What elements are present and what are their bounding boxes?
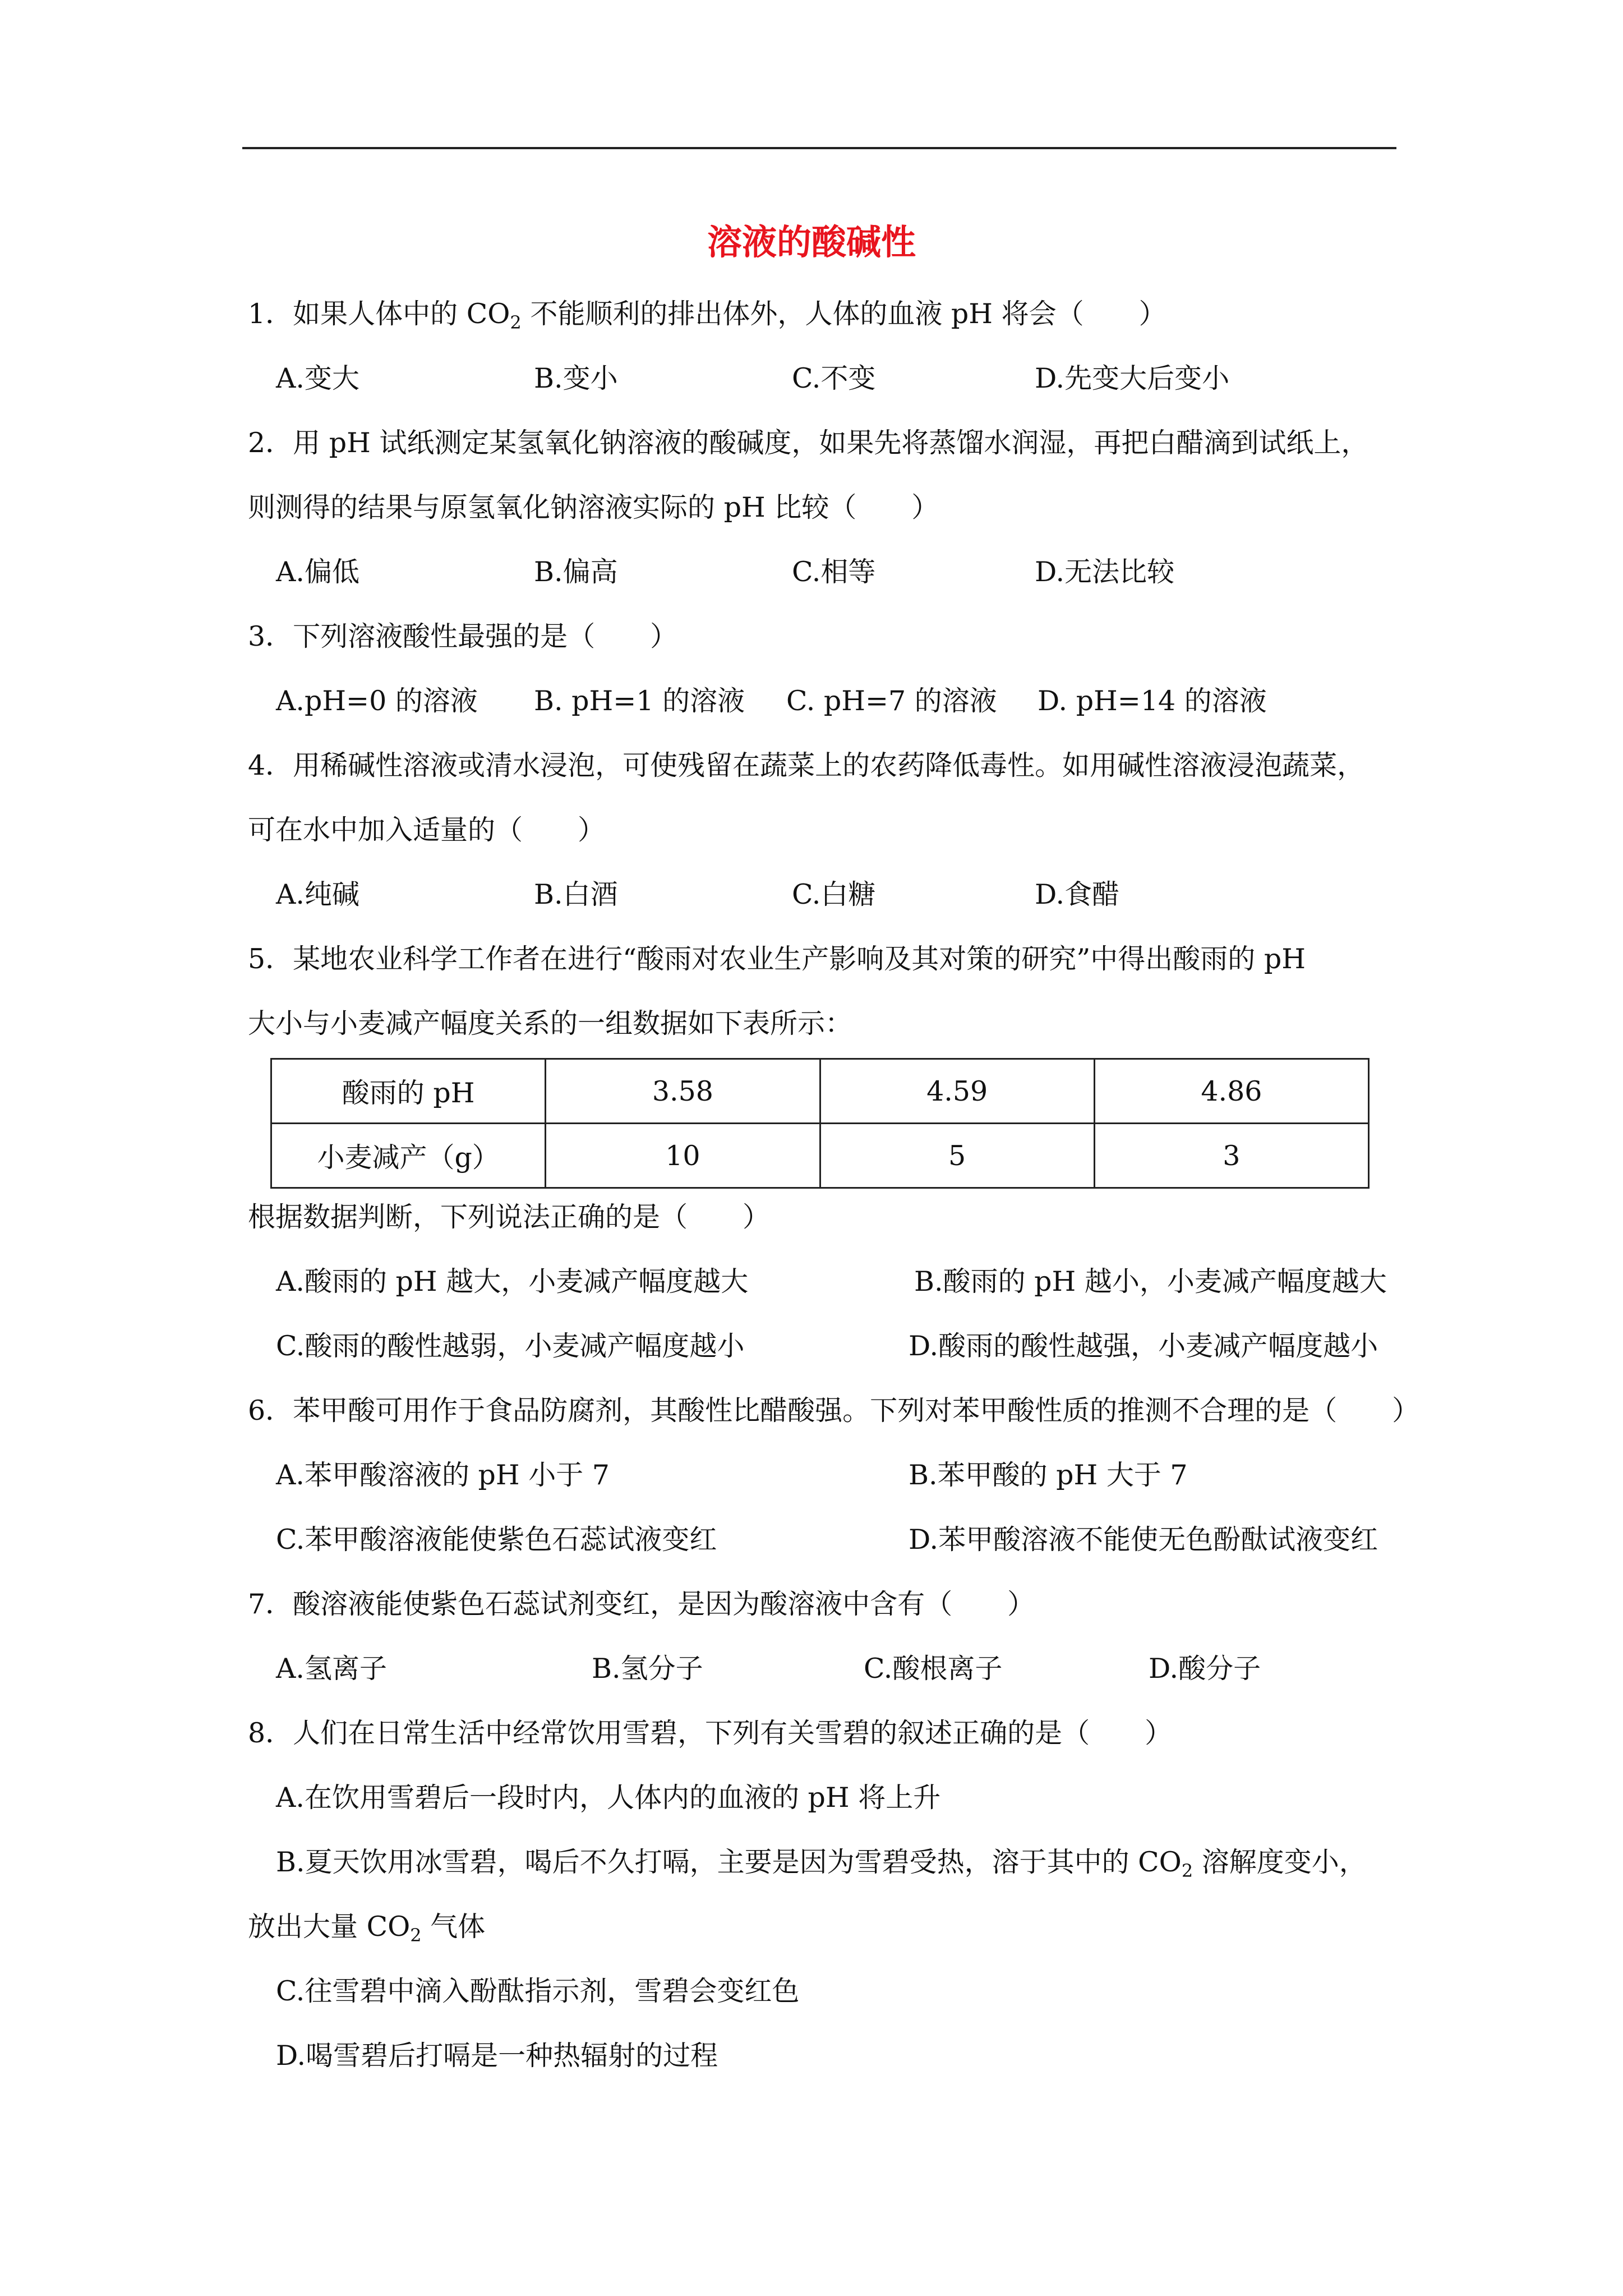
q1-option-b: B.变小 <box>534 362 618 394</box>
q5-option-c: C.酸雨的酸性越弱，小麦减产幅度越小 <box>276 1330 745 1362</box>
q6-option-a: A.苯甲酸溶液的 pH 小于 7 <box>276 1459 610 1491</box>
table-row <box>271 1059 1369 1124</box>
q6-option-d: D.苯甲酸溶液不能使无色酚酞试液变红 <box>909 1524 1378 1556</box>
table-cell: 4.86 <box>1094 1059 1368 1124</box>
q1-option-c: C.不变 <box>792 362 876 394</box>
table-cell: 3 <box>1094 1124 1368 1188</box>
header-rule <box>242 147 1396 149</box>
q4-option-b: B.白酒 <box>534 878 618 910</box>
question-6: 6．苯甲酸可用作于食品防腐剂，其酸性比醋酸强。下列对苯甲酸性质的推测不合理的是（ ） <box>248 1395 1420 1427</box>
q8-option-b: B.夏天饮用冰雪碧，喝后不久打嗝，主要是因为雪碧受热，溶于其中的 $CO_2$ 溶解度变小， <box>276 1846 1367 1881</box>
question-5-line-1: 5．某地农业科学工作者在进行“酸雨对农业生产影响及其对策的研究”中得出酸雨的 pH <box>248 943 1306 975</box>
q7-option-c: C.酸根离子 <box>864 1653 1003 1685</box>
table-cell: 10 <box>546 1124 820 1188</box>
table-row <box>271 1124 1369 1188</box>
question-1: 1．如果人体中的 $CO_2$ 不能顺利的排出体外，人体的血液 pH 将会（ ） <box>248 298 1166 333</box>
question-5-line-2: 大小与小麦减产幅度关系的一组数据如下表所示： <box>248 1007 853 1039</box>
data-table <box>270 1058 1370 1189</box>
q6-option-c: C.苯甲酸溶液能使紫色石蕊试液变红 <box>276 1524 717 1556</box>
q2-option-a: A.偏低 <box>276 556 359 588</box>
q7-option-b: B.氢分子 <box>592 1653 703 1685</box>
question-2-line-1: 2．用 pH 试纸测定某氢氧化钠溶液的酸碱度，如果先将蒸馏水润湿，再把白醋滴到试纸上， <box>248 427 1369 459</box>
q3-option-d: D. pH=14 的溶液 <box>1038 685 1267 717</box>
q5-option-a: A.酸雨的 pH 越大，小麦减产幅度越大 <box>276 1266 749 1297</box>
question-4-line-1: 4．用稀碱性溶液或清水浸泡，可使残留在蔬菜上的农药降低毒性。如用碱性溶液浸泡蔬菜， <box>248 749 1365 781</box>
q2-option-c: C.相等 <box>792 556 876 588</box>
q6-option-b: B.苯甲酸的 pH 大于 7 <box>909 1459 1188 1491</box>
question-5-line-3: 根据数据判断，下列说法正确的是（ ） <box>248 1201 771 1233</box>
q8-option-b-continued: 放出大量 $CO_2$ 气体 <box>248 1911 486 1946</box>
q7-option-a: A.氢离子 <box>276 1653 387 1685</box>
q8-option-a: A.在饮用雪碧后一段时内，人体内的血液的 pH 将上升 <box>276 1782 941 1814</box>
q8-option-c: C.往雪碧中滴入酚酞指示剂，雪碧会变红色 <box>276 1975 800 2007</box>
table-cell: 4.59 <box>820 1059 1094 1124</box>
table-cell: 酸雨的 pH <box>271 1059 546 1124</box>
table-cell: 小麦减产（g） <box>271 1124 546 1188</box>
q2-option-d: D.无法比较 <box>1035 556 1175 588</box>
question-3: 3．下列溶液酸性最强的是（ ） <box>248 620 678 652</box>
q7-option-d: D.酸分子 <box>1149 1653 1261 1685</box>
q3-option-c: C. pH=7 的溶液 <box>786 685 997 717</box>
q8-option-d: D.喝雪碧后打嗝是一种热辐射的过程 <box>276 2040 718 2072</box>
question-7: 7．酸溶液能使紫色石蕊试剂变红，是因为酸溶液中含有（ ） <box>248 1588 1035 1620</box>
q4-option-d: D.食醋 <box>1035 878 1120 910</box>
table-cell: 3.58 <box>546 1059 820 1124</box>
q4-option-c: C.白糖 <box>792 878 876 910</box>
question-8: 8．人们在日常生活中经常饮用雪碧，下列有关雪碧的叙述正确的是（ ） <box>248 1717 1173 1749</box>
page-title: 溶液的酸碱性 <box>707 222 916 263</box>
q1-option-a: A.变大 <box>276 362 359 394</box>
question-4-line-2: 可在水中加入适量的（ ） <box>248 814 606 846</box>
q5-option-d: D.酸雨的酸性越强，小麦减产幅度越小 <box>909 1330 1378 1362</box>
q3-option-a: A.pH=0 的溶液 <box>276 685 478 717</box>
q2-option-b: B.偏高 <box>534 556 618 588</box>
q4-option-a: A.纯碱 <box>276 878 359 910</box>
q5-option-b: B.酸雨的 pH 越小，小麦减产幅度越大 <box>914 1266 1387 1297</box>
q3-option-b: B. pH=1 的溶液 <box>534 685 745 717</box>
q1-option-d: D.先变大后变小 <box>1035 362 1230 394</box>
table-cell: 5 <box>820 1124 1094 1188</box>
question-2-line-2: 则测得的结果与原氢氧化钠溶液实际的 pH 比较（ ） <box>248 491 939 523</box>
